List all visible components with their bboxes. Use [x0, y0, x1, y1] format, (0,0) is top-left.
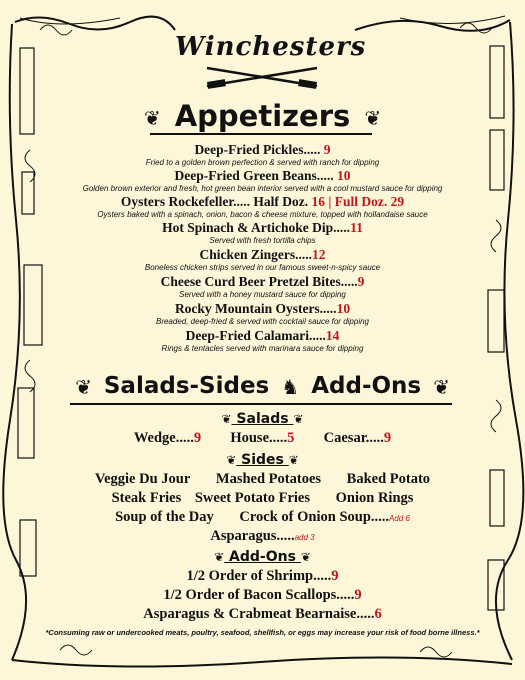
menu-item [0, 301, 525, 317]
menu-item [0, 247, 525, 263]
fleur-ornament-icon: ❦ [143, 106, 161, 130]
heading-left-text: Salads-Sides [103, 373, 270, 399]
item-description: Golden brown exterior and fresh, hot green bean interior served with a cool mustard sauce for dipping [82, 184, 443, 193]
addon-item [0, 568, 525, 585]
fleur-ornament-icon: ❦ [433, 374, 450, 399]
item-name: Deep-Fried Green Beans..... [174, 168, 334, 183]
heading-right-text: Add-Ons [311, 373, 422, 399]
item-name: Cheese Curd Beer Pretzel Bites..... [160, 274, 358, 289]
addon-price: 9 [331, 568, 339, 584]
item-price: 12 [312, 247, 326, 262]
sides-subheading [0, 452, 525, 468]
salads-row [0, 430, 525, 447]
item-name: Rocky Mountain Oysters..... [174, 301, 337, 316]
food-safety-disclaimer: *Consuming raw or undercooked meats, poultry, seafood, shellfish, or eggs may increase your risk of food borne illness.* [45, 628, 480, 637]
item-price: 14 [325, 328, 340, 343]
sides-row [0, 471, 525, 488]
menu-item [0, 328, 525, 344]
salad-name: Wedge..... [133, 430, 194, 446]
addons-label: Add-Ons [229, 549, 296, 565]
item-price: 9 [357, 274, 365, 289]
salad-price: 9 [383, 430, 392, 446]
item-price: 10 [336, 168, 351, 183]
item-price: 10 [336, 301, 351, 316]
addon-item [0, 587, 525, 604]
item-description: Boneless chicken strips served in our famous sweet-n-spicy sauce [144, 263, 381, 272]
item-name: Chicken Zingers..... [199, 247, 312, 262]
item-name: Hot Spinach & Artichoke Dip..... [162, 220, 351, 235]
side-name: Crock of Onion Soup..... [239, 509, 390, 525]
restaurant-title: Winchesters [175, 32, 367, 62]
sides-label: Sides [241, 452, 284, 468]
side-name: Onion Rings [335, 490, 414, 506]
menu-item [0, 142, 525, 158]
item-description: Fried to a golden brown perfection & served with ranch for dipping [145, 158, 380, 167]
side-note: add 3 [294, 533, 315, 542]
sides-row [0, 490, 525, 507]
side-name: Steak Fries [111, 490, 182, 506]
fleur-ornament-icon: ❦ [75, 374, 92, 399]
addon-name: 1/2 Order of Bacon Scallops..... [163, 587, 355, 603]
sides-row [0, 528, 525, 545]
item-description: Served with a honey mustard sauce for dipping [179, 290, 346, 299]
salad-name: Caesar..... [323, 430, 384, 446]
addon-item [0, 606, 525, 623]
addon-name: 1/2 Order of Shrimp..... [186, 568, 332, 584]
fleur-ornament-icon: ❦ [226, 453, 237, 467]
addon-name: Asparagus & Crabmeat Bearnaise..... [143, 606, 375, 622]
addon-price: 6 [374, 606, 382, 622]
item-name: Deep-Fried Calamari..... [185, 328, 326, 343]
salad-price: 5 [287, 430, 295, 446]
menu-item [0, 220, 525, 236]
fleur-ornament-icon: ❦ [214, 550, 225, 564]
side-name: Sweet Potato Fries [194, 490, 311, 506]
item-name: Oysters Rockefeller..... Half Doz. [120, 194, 309, 209]
fleur-ornament-icon: ❦ [364, 106, 382, 130]
item-name: Deep-Fried Pickles..... [194, 142, 321, 157]
salad-name: House..... [230, 430, 288, 446]
fleur-ornament-icon: ❦ [300, 550, 311, 564]
item-price: 9 [323, 142, 331, 157]
salads-label: Salads [236, 411, 289, 427]
addon-price: 9 [354, 587, 362, 603]
fleur-ornament-icon: ❦ [293, 412, 304, 426]
salads-subheading [0, 411, 525, 427]
divider [150, 133, 372, 135]
item-description: Served with fresh tortilla chips [209, 236, 316, 245]
side-name: Asparagus..... [210, 528, 295, 544]
item-price: 11 [350, 220, 363, 235]
addons-subheading [0, 549, 525, 565]
item-description: Rings & tentacles served with marinara sauce for dipping [161, 344, 364, 353]
divider [70, 403, 452, 405]
sides-row [0, 509, 525, 526]
rifles-icon [205, 64, 320, 90]
item-price: 16 | Full Doz. 29 [311, 194, 405, 209]
appetizers-heading [0, 99, 525, 133]
fleur-ornament-icon: ❦ [221, 412, 232, 426]
item-description: Breaded, deep-fried & served with cocktail sauce for dipping [155, 317, 369, 326]
appetizers-heading-text: Appetizers [174, 99, 351, 133]
side-name: Soup of the Day [115, 509, 214, 525]
salads-sides-addons-heading [0, 373, 525, 399]
side-name: Mashed Potatoes [215, 471, 322, 487]
menu-item [0, 194, 525, 210]
menu-item [0, 168, 525, 184]
side-note: Add 6 [389, 514, 410, 523]
salad-price: 9 [193, 430, 202, 446]
item-description: Oysters baked with a spinach, onion, bacon & cheese mixture, topped with hollandaise sauce [97, 210, 428, 219]
menu-item [0, 274, 525, 290]
fleur-ornament-icon: ❦ [288, 453, 299, 467]
horse-icon: ♞ [281, 374, 300, 399]
side-name: Baked Potato [346, 471, 431, 487]
side-name: Veggie Du Jour [94, 471, 191, 487]
